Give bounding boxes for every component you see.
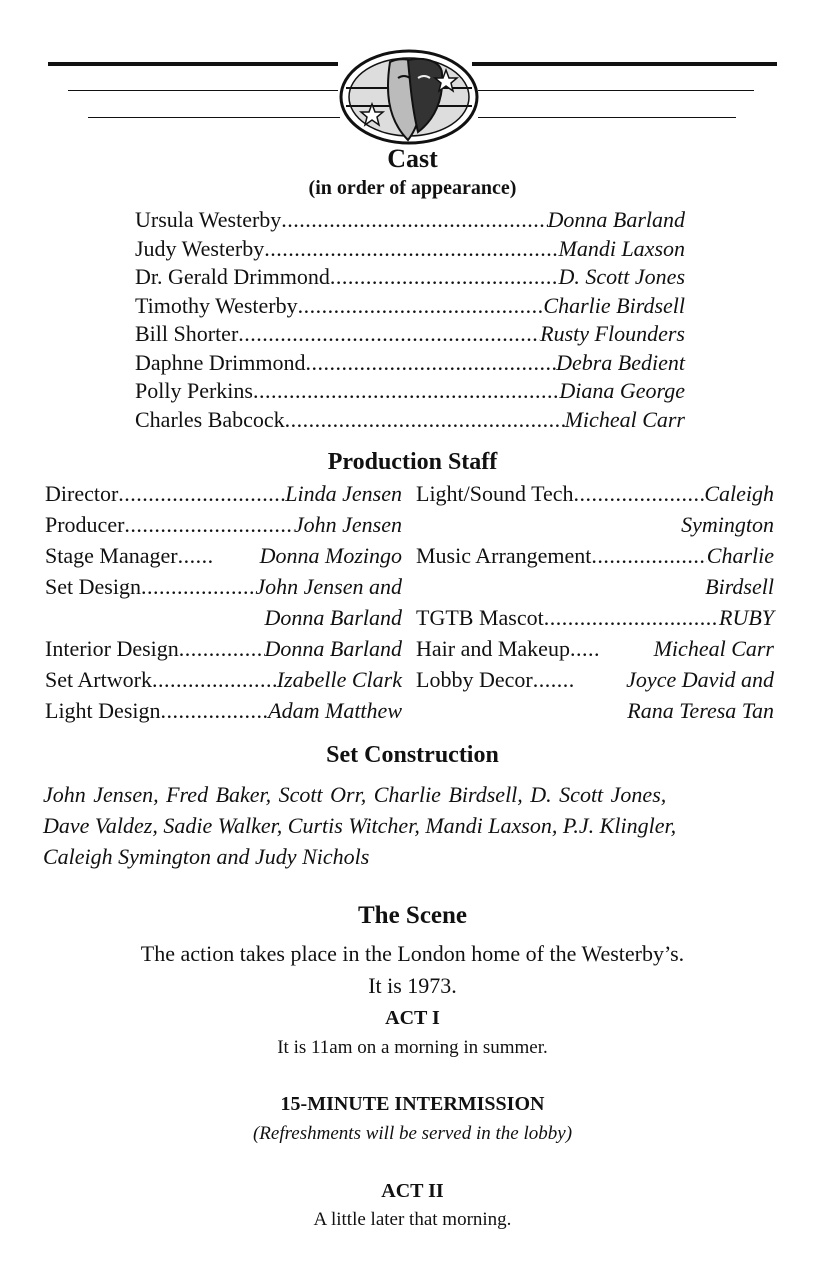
staff-name: Izabelle Clark: [276, 667, 402, 692]
header-rule-top: [48, 62, 338, 66]
staff-name: Donna Mozingo: [259, 543, 402, 568]
cast-entry: [135, 320, 685, 349]
leader-dots: [124, 509, 293, 540]
header-rule-top: [472, 62, 777, 66]
staff-role: Set Artwork: [45, 667, 152, 692]
staff-role: TGTB Mascot: [416, 605, 544, 630]
cast-entry: [135, 263, 685, 292]
leader-dots: [253, 377, 559, 406]
staff-role: Set Design: [45, 574, 141, 599]
cast-actor: Diana George: [559, 378, 685, 403]
staff-name-continued: Birdsell: [705, 574, 774, 599]
set-construction-list: [43, 779, 783, 872]
cast-entry: [135, 292, 685, 321]
act-2-description: A little later that morning.: [313, 1209, 512, 1230]
staff-name: John Jensen: [293, 512, 402, 537]
staff-name: John Jensen and: [255, 574, 402, 599]
staff-name: Adam Matthew: [268, 698, 402, 723]
staff-name: Caleigh: [704, 481, 774, 506]
header-rule-middle: [478, 90, 754, 91]
staff-role: Producer: [45, 512, 125, 537]
staff-entry: [45, 695, 402, 726]
crew-names-line: Caleigh Symington and Judy Nichols: [43, 844, 370, 869]
cast-actor: D. Scott Jones: [558, 264, 685, 289]
cast-role: Timothy Westerby: [135, 292, 298, 318]
cast-role: Polly Perkins: [135, 378, 253, 403]
leader-dots: [591, 540, 706, 571]
cast-actor: Mandi Laxson: [558, 235, 685, 261]
cast-role: Judy Westerby: [135, 235, 265, 261]
staff-entry: [416, 540, 774, 571]
scene-setting: The action takes place in the London home of the Westerby’s.: [140, 941, 685, 966]
staff-name-continued: Symington: [681, 512, 774, 537]
act-2-title: ACT II: [381, 1180, 444, 1202]
header-rule-middle: [68, 90, 338, 91]
leader-dots: [264, 235, 558, 264]
leader-dots: [330, 263, 559, 292]
staff-entry: [45, 633, 402, 664]
cast-actor: Rusty Flounders: [540, 321, 685, 346]
cast-entry: [135, 349, 685, 378]
leader-dots: [141, 571, 255, 602]
leader-dots: [305, 349, 556, 378]
cast-actor: Charlie Birdsell: [543, 292, 685, 318]
leader-dots: [298, 292, 544, 321]
staff-name: Linda Jensen: [285, 481, 402, 506]
staff-name: Micheal Carr: [653, 636, 774, 661]
cast-role: Daphne Drimmond: [135, 349, 306, 375]
staff-name: Charlie: [706, 543, 774, 568]
cast-entry: [135, 235, 685, 264]
cast-entry: [135, 206, 685, 235]
staff-role: Lobby Decor: [416, 667, 533, 692]
staff-entry: [416, 602, 774, 633]
leader-dots: [285, 406, 565, 435]
set-construction-title: Set Construction: [326, 742, 499, 768]
cast-actor: Micheal Carr: [564, 406, 685, 432]
leader-dots: [574, 478, 705, 509]
staff-entry: [45, 571, 402, 602]
leader-dots: [118, 478, 285, 509]
leader-dots: [178, 540, 214, 571]
staff-entry: [416, 633, 774, 664]
cast-actor: Debra Bedient: [556, 349, 685, 375]
cast-entry: [135, 406, 685, 435]
cast-role: Ursula Westerby: [135, 207, 282, 232]
cast-actor: Donna Barland: [547, 207, 685, 232]
header-rule-bottom: [88, 117, 340, 118]
cast-entry: [135, 377, 685, 406]
production-staff-title: Production Staff: [327, 449, 498, 475]
leader-dots: [161, 695, 269, 726]
staff-name: Joyce David and: [626, 667, 774, 692]
scene-title: The Scene: [357, 902, 468, 929]
staff-entry: [416, 478, 774, 509]
crew-names-line: John Jensen, Fred Baker, Scott Orr, Charlie Birdsell, D. Scott Jones,: [43, 782, 667, 807]
staff-role: Light/Sound Tech: [416, 481, 574, 506]
leader-dots: [238, 320, 540, 349]
cast-role: Dr. Gerald Drimmond: [135, 264, 330, 289]
production-staff-right-column: [416, 478, 774, 726]
staff-entry: [45, 509, 402, 540]
staff-entry: [416, 664, 774, 695]
header-rule-bottom: [478, 117, 736, 118]
staff-role: Interior Design: [45, 636, 179, 661]
crew-names-line: Dave Valdez, Sadie Walker, Curtis Witcher, Mandi Laxson, P.J. Klingler,: [43, 813, 677, 838]
staff-name: Donna Barland: [264, 636, 402, 661]
act-1-description: It is 11am on a morning in summer.: [277, 1037, 548, 1058]
staff-role: Stage Manager: [45, 543, 178, 568]
leader-dots: [544, 602, 719, 633]
cast-role: Bill Shorter: [135, 321, 239, 346]
cast-role: Charles Babcock: [135, 406, 285, 432]
staff-entry: [45, 478, 402, 509]
staff-role: Director: [45, 481, 119, 506]
intermission-title: 15-MINUTE INTERMISSION: [280, 1093, 545, 1115]
scene-year: It is 1973.: [368, 973, 457, 998]
leader-dots: [570, 633, 600, 664]
staff-name-continued: Donna Barland: [264, 605, 402, 630]
leader-dots: [281, 206, 547, 235]
theatre-masks-stars-emblem-icon: [338, 48, 480, 146]
cast-subtitle: (in order of appearance): [308, 177, 517, 199]
staff-entry: [45, 540, 402, 571]
intermission-note: (Refreshments will be served in the lobby): [252, 1123, 573, 1144]
act-1-title: ACT I: [385, 1007, 440, 1029]
staff-role: Hair and Makeup: [416, 636, 570, 661]
staff-role: Light Design: [45, 698, 161, 723]
leader-dots: [179, 633, 265, 664]
cast-title: Cast: [387, 144, 438, 173]
staff-entry: [45, 664, 402, 695]
staff-role: Music Arrangement: [416, 543, 592, 568]
staff-name-continued: Rana Teresa Tan: [627, 698, 774, 723]
leader-dots: [533, 664, 573, 695]
production-staff-left-column: [45, 478, 402, 726]
cast-list: [135, 206, 685, 434]
staff-name: RUBY: [719, 605, 774, 630]
leader-dots: [152, 664, 277, 695]
